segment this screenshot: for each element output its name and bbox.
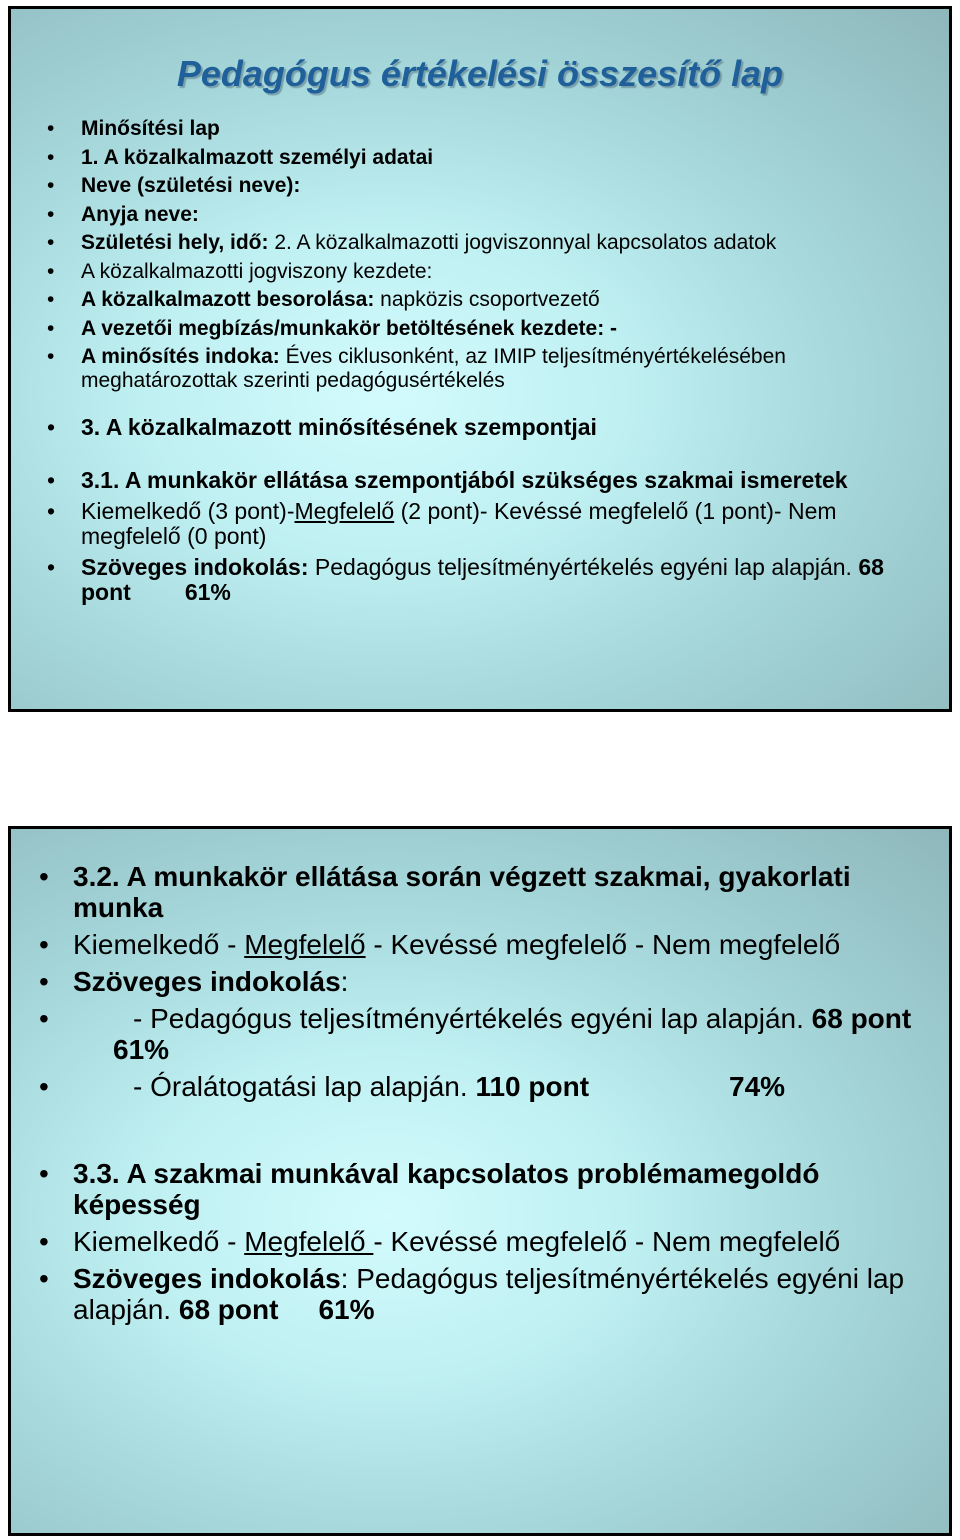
item-text: 2. A közalkalmazotti jogviszonnyal kapcsolatos adatok (268, 231, 777, 254)
item-label: Szöveges indokolás: (81, 554, 309, 580)
percent: 74% (729, 1071, 786, 1102)
section-heading (73, 861, 933, 923)
score: 68 pont (811, 1003, 912, 1034)
item-text: 3.2. A munkakör ellátása során végzett szakmai, gyakorlati munka (73, 861, 851, 923)
percent: 61% (113, 1034, 170, 1065)
item-text: 3. A közalkalmazott minősítésének szempontjai (81, 414, 597, 440)
item-text: - Kevéssé megfelelő - Nem megfelelő (365, 929, 841, 960)
slide-2 (8, 826, 952, 1536)
list-item (73, 966, 933, 997)
list-item (81, 317, 931, 341)
list-item (73, 1071, 933, 1102)
section-heading (73, 1158, 933, 1220)
item-text: : Pedagógus teljesítményértékelés egyéni lap alapján. (73, 1263, 905, 1325)
section-heading (81, 468, 931, 493)
bullet-list (73, 861, 933, 1331)
item-text: 3.3. A szakmai munkával kapcsolatos problémamegoldó képesség (73, 1158, 820, 1220)
slide-title: Pedagógus értékelési összesítő lap (176, 53, 784, 94)
selected-rating: Megfelelő (244, 929, 366, 960)
list-item (73, 1226, 933, 1257)
list-item (81, 260, 931, 284)
item-label: Szöveges indokolás (73, 966, 341, 997)
item-text: Anyja neve: (81, 202, 199, 226)
list-item (81, 555, 931, 605)
list-item (81, 288, 931, 312)
list-item (81, 345, 931, 393)
item-text: - Pedagógus teljesítményértékelés egyéni lap alapján. (133, 1003, 804, 1034)
list-item (81, 231, 931, 255)
item-text: Neve (születési neve): (81, 174, 301, 197)
percent: 61% (184, 579, 231, 605)
item-text: A vezetői megbízás/munkakör betöltésének kezdete: - (81, 316, 618, 340)
item-label: Születési hely, idő: (81, 231, 269, 254)
item-text: A közalkalmazotti jogviszony kezdete: (81, 259, 433, 283)
list-item (73, 1263, 933, 1325)
item-text: 1. A közalkalmazott személyi adatai (81, 145, 434, 169)
score: 110 pont (475, 1071, 590, 1102)
list-item (81, 117, 931, 141)
item-text: (2 pont)- Kevéssé megfelelő (1 pont)- Nem megfelelő (0 pont) (81, 498, 837, 549)
list-item (81, 499, 931, 549)
item-text: Kiemelkedő - (73, 929, 245, 960)
list-item (81, 174, 931, 198)
item-text: - Kevéssé megfelelő - Nem megfelelő (373, 1226, 841, 1257)
list-item (73, 1003, 933, 1065)
list-item (81, 146, 931, 170)
item-text: Minősítési lap (81, 117, 220, 140)
item-text: Kiemelkedő - (73, 1226, 245, 1257)
item-text: - Óralátogatási lap alapján. (133, 1071, 468, 1102)
selected-rating: Megfelelő (294, 498, 395, 524)
item-text: Éves ciklusonként, az IMIP teljesítményértékelésében meghatározottak szerinti pedagógusértékelés (81, 345, 786, 392)
item-label: A minősítés indoka: (81, 345, 280, 368)
item-label: A közalkalmazott besorolása: (81, 288, 375, 311)
selected-rating: Megfelelő (244, 1226, 374, 1257)
slide-1 (8, 6, 952, 712)
list-item (81, 203, 931, 227)
bullet-list (81, 117, 931, 611)
item-text: Pedagógus teljesítményértékelés egyéni lap alapján. (308, 554, 852, 580)
list-item (73, 929, 933, 960)
score: 68 pont (81, 554, 884, 605)
item-text: Kiemelkedő (3 pont)- (81, 498, 295, 524)
item-text: : (340, 966, 349, 997)
percent: 61% (318, 1294, 375, 1325)
item-label: Szöveges indokolás (73, 1263, 341, 1294)
section-heading (81, 415, 931, 440)
item-text: 3.1. A munkakör ellátása szempontjából szükséges szakmai ismeretek (81, 467, 848, 493)
item-text: napközis csoportvezető (374, 288, 600, 311)
score: 68 pont (178, 1294, 279, 1325)
